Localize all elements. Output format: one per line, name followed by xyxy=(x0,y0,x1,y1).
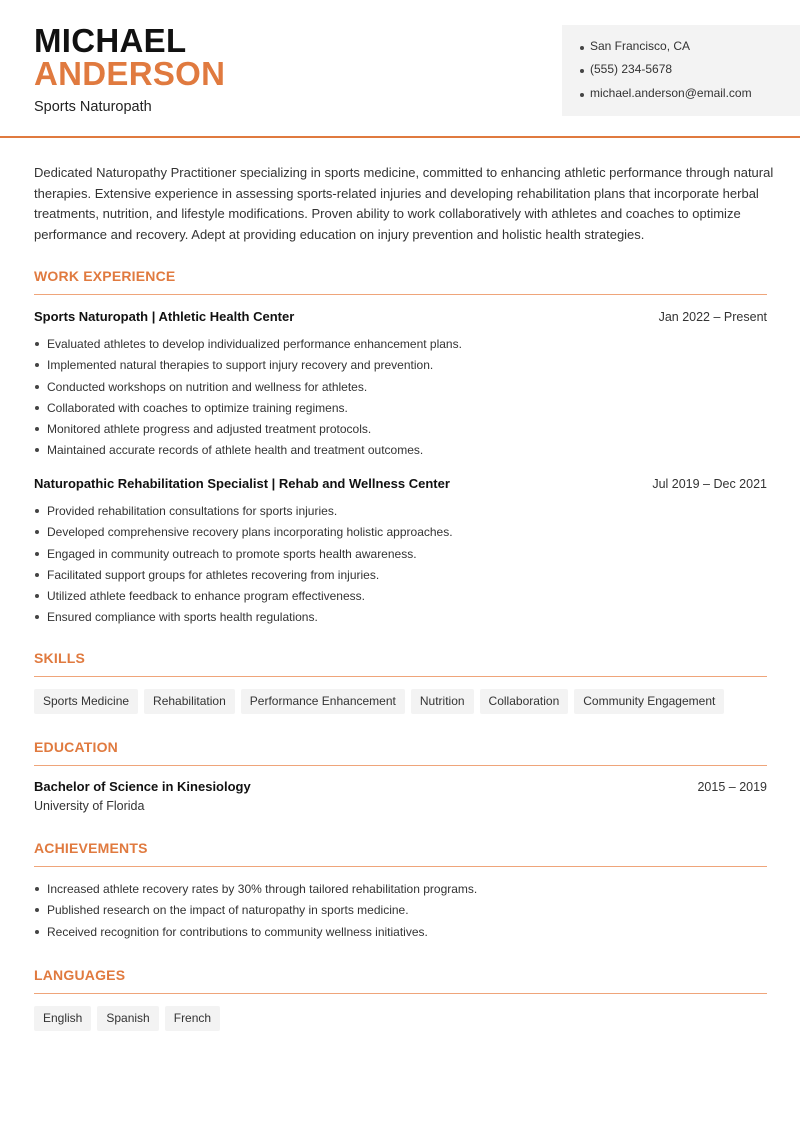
list-item: Ensured compliance with sports health regulations. xyxy=(34,608,767,629)
skill-tag: Nutrition xyxy=(411,689,474,714)
list-item: Utilized athlete feedback to enhance program effectiveness. xyxy=(34,587,767,608)
education-degree: Bachelor of Science in Kinesiology xyxy=(34,779,251,794)
list-item: Collaborated with coaches to optimize training regimens. xyxy=(34,399,767,420)
education-dates: 2015 – 2019 xyxy=(697,780,767,794)
list-item: Received recognition for contributions to community wellness initiatives. xyxy=(34,923,767,944)
first-name: MICHAEL xyxy=(34,22,187,59)
last-name: ANDERSON xyxy=(34,55,226,92)
section-title-education: EDUCATION xyxy=(34,739,767,766)
job-bullets xyxy=(34,502,767,630)
job-bullets xyxy=(34,335,767,463)
skill-tag: Collaboration xyxy=(480,689,569,714)
language-tags xyxy=(34,1006,220,1031)
section-title-achievements: ACHIEVEMENTS xyxy=(34,840,767,867)
job-title: Naturopathic Rehabilitation Specialist | Rehab and Wellness Center xyxy=(34,476,450,491)
achievement-bullets xyxy=(34,880,767,944)
job-dates: Jul 2019 – Dec 2021 xyxy=(652,477,767,491)
education-school: University of Florida xyxy=(34,799,145,813)
list-item: Developed comprehensive recovery plans incorporating holistic approaches. xyxy=(34,523,767,544)
list-item: Conducted workshops on nutrition and wellness for athletes. xyxy=(34,378,767,399)
language-tag: Spanish xyxy=(97,1006,158,1031)
list-item: Provided rehabilitation consultations for sports injuries. xyxy=(34,502,767,523)
skill-tag: Community Engagement xyxy=(574,689,724,714)
skill-tag: Rehabilitation xyxy=(144,689,235,714)
language-tag: French xyxy=(165,1006,220,1031)
section-title-skills: SKILLS xyxy=(34,650,767,677)
job-role: Sports Naturopath xyxy=(34,99,152,115)
language-tag: English xyxy=(34,1006,91,1031)
contact-phone: (555) 234-5678 xyxy=(580,62,672,76)
list-item: Maintained accurate records of athlete health and treatment outcomes. xyxy=(34,441,767,462)
list-item: Increased athlete recovery rates by 30% through tailored rehabilitation programs. xyxy=(34,880,767,901)
list-item: Evaluated athletes to develop individualized performance enhancement plans. xyxy=(34,335,767,356)
section-title-work: WORK EXPERIENCE xyxy=(34,268,767,295)
list-item: Facilitated support groups for athletes recovering from injuries. xyxy=(34,566,767,587)
skills-tags xyxy=(34,689,724,714)
resume-header xyxy=(0,0,800,138)
list-item: Engaged in community outreach to promote sports health awareness. xyxy=(34,545,767,566)
job-title: Sports Naturopath | Athletic Health Center xyxy=(34,309,295,324)
contact-location: San Francisco, CA xyxy=(580,39,690,53)
skill-tag: Performance Enhancement xyxy=(241,689,405,714)
contact-email[interactable]: michael.anderson@email.com xyxy=(580,86,752,100)
list-item: Published research on the impact of naturopathy in sports medicine. xyxy=(34,901,767,922)
section-title-languages: LANGUAGES xyxy=(34,967,767,994)
job-dates: Jan 2022 – Present xyxy=(658,310,767,324)
list-item: Implemented natural therapies to support injury recovery and prevention. xyxy=(34,356,767,377)
skill-tag: Sports Medicine xyxy=(34,689,138,714)
list-item: Monitored athlete progress and adjusted treatment protocols. xyxy=(34,420,767,441)
summary: Dedicated Naturopathy Practitioner specializing in sports medicine, committed to enhancing athletic performance through natural therapies. Extensive experience in assessing sports-related injuries and developing rehabilitation plans that incorporate herbal treatments, nutrition, and lifestyle modifications. Proven ability to work collaboratively with athletes and coaches to optimize performance and recovery. Adept at providing education on injury prevention and holistic health strategies. xyxy=(34,165,774,242)
contact-box xyxy=(562,25,800,116)
